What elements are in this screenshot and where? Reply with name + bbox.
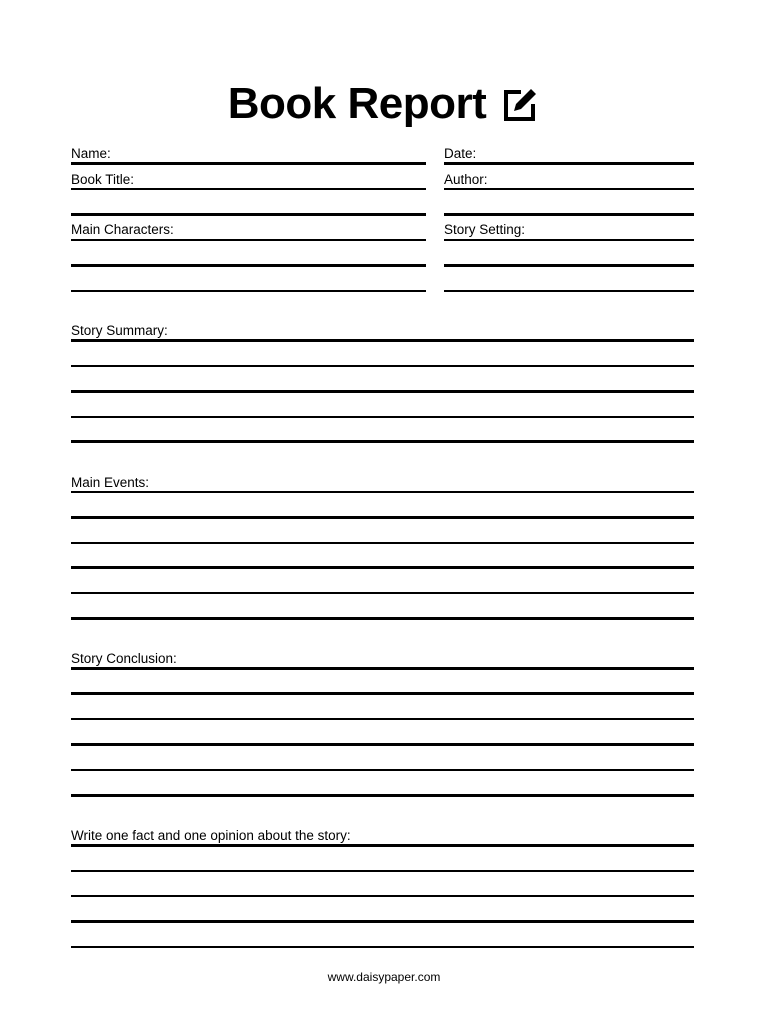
story-summary-label: Story Summary:: [71, 323, 168, 338]
fact-opinion-line-4[interactable]: [71, 920, 694, 923]
author-line[interactable]: [444, 188, 694, 190]
author-label: Author:: [444, 172, 488, 187]
edit-pencil-icon: [500, 85, 540, 125]
book-title-label: Book Title:: [71, 172, 135, 187]
fact-opinion-label: Write one fact and one opinion about the story:: [71, 828, 351, 843]
fact-opinion-line-5[interactable]: [71, 946, 694, 948]
main-characters-line-3[interactable]: [71, 290, 426, 292]
story-setting-line-1[interactable]: [444, 239, 694, 241]
story-summary-line-3[interactable]: [71, 390, 694, 393]
story-summary-line-1[interactable]: [71, 339, 694, 342]
main-events-line-5[interactable]: [71, 592, 694, 594]
main-events-line-2[interactable]: [71, 516, 694, 519]
main-events-line-1[interactable]: [71, 491, 694, 493]
fact-opinion-line-3[interactable]: [71, 895, 694, 897]
story-summary-line-5[interactable]: [71, 440, 694, 443]
story-conclusion-label: Story Conclusion:: [71, 651, 177, 666]
story-setting-line-3[interactable]: [444, 290, 694, 292]
main-events-line-6[interactable]: [71, 617, 694, 620]
story-setting-label: Story Setting:: [444, 222, 526, 237]
story-summary-line-4[interactable]: [71, 416, 694, 418]
story-conclusion-line-3[interactable]: [71, 718, 694, 720]
date-label: Date:: [444, 146, 477, 161]
story-setting-line-2[interactable]: [444, 264, 694, 267]
name-line[interactable]: [71, 162, 426, 165]
fact-opinion-line-1[interactable]: [71, 844, 694, 847]
page-title: Book Report: [227, 79, 487, 128]
book-title-line-2[interactable]: [71, 213, 426, 216]
name-label: Name:: [71, 146, 111, 161]
footer-website: www.daisypaper.com: [327, 970, 441, 984]
story-conclusion-line-6[interactable]: [71, 794, 694, 797]
fact-opinion-line-2[interactable]: [71, 870, 694, 872]
story-conclusion-line-5[interactable]: [71, 769, 694, 771]
title-row: [0, 76, 768, 132]
story-conclusion-line-4[interactable]: [71, 743, 694, 746]
story-conclusion-line-2[interactable]: [71, 692, 694, 695]
main-characters-label: Main Characters:: [71, 222, 174, 237]
main-events-line-4[interactable]: [71, 566, 694, 569]
date-line[interactable]: [444, 162, 694, 165]
book-title-line[interactable]: [71, 188, 426, 190]
story-conclusion-line-1[interactable]: [71, 667, 694, 670]
main-events-line-3[interactable]: [71, 542, 694, 544]
main-characters-line-2[interactable]: [71, 264, 426, 267]
main-events-label: Main Events:: [71, 475, 150, 490]
author-line-2[interactable]: [444, 213, 694, 216]
main-characters-line-1[interactable]: [71, 239, 426, 241]
story-summary-line-2[interactable]: [71, 365, 694, 367]
